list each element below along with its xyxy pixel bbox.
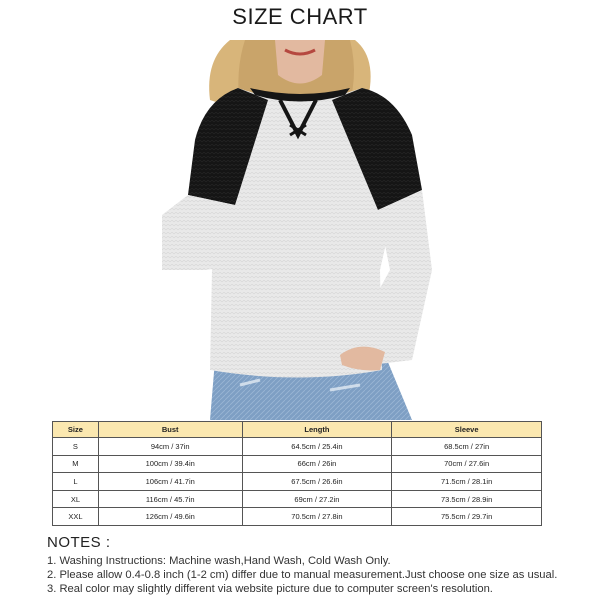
table-row bbox=[53, 438, 542, 456]
table-cell: 100cm / 39.4in bbox=[98, 455, 242, 473]
table-row bbox=[53, 455, 542, 473]
table-cell: 68.5cm / 27in bbox=[392, 438, 542, 456]
table-cell: 64.5cm / 25.4in bbox=[242, 438, 392, 456]
table-cell: 126cm / 49.6in bbox=[98, 508, 242, 526]
size-table bbox=[52, 421, 542, 526]
table-cell: L bbox=[53, 473, 99, 491]
table-cell: 70cm / 27.6in bbox=[392, 455, 542, 473]
page-title: SIZE CHART bbox=[232, 4, 368, 29]
table-cell: 70.5cm / 27.8in bbox=[242, 508, 392, 526]
table-cell: S bbox=[53, 438, 99, 456]
note-item: 1. Washing Instructions: Machine wash,Hand Wash, Cold Wash Only. bbox=[47, 555, 391, 567]
note-item: 3. Real color may slightly different via website picture due to computer screen's resolution. bbox=[47, 583, 493, 595]
table-row bbox=[53, 490, 542, 508]
table-row bbox=[53, 508, 542, 526]
notes-heading: NOTES : bbox=[47, 534, 111, 551]
table-cell: 106cm / 41.7in bbox=[98, 473, 242, 491]
table-cell: 75.5cm / 29.7in bbox=[392, 508, 542, 526]
column-header: Length bbox=[242, 422, 392, 438]
table-cell: XXL bbox=[53, 508, 99, 526]
table-cell: 67.5cm / 26.6in bbox=[242, 473, 392, 491]
column-header: Sleeve bbox=[392, 422, 542, 438]
table-cell: XL bbox=[53, 490, 99, 508]
column-header: Bust bbox=[98, 422, 242, 438]
table-cell: 94cm / 37in bbox=[98, 438, 242, 456]
table-cell: 66cm / 26in bbox=[242, 455, 392, 473]
table-cell: 73.5cm / 28.9in bbox=[392, 490, 542, 508]
size-table-header bbox=[53, 422, 542, 438]
table-cell: M bbox=[53, 455, 99, 473]
column-header: Size bbox=[53, 422, 99, 438]
table-cell: 71.5cm / 28.1in bbox=[392, 473, 542, 491]
table-row bbox=[53, 473, 542, 491]
sweater-model-icon bbox=[150, 40, 450, 420]
table-cell: 116cm / 45.7in bbox=[98, 490, 242, 508]
table-cell: 69cm / 27.2in bbox=[242, 490, 392, 508]
note-item: 2. Please allow 0.4-0.8 inch (1-2 cm) differ due to manual measurement.Just choose one size as usual. bbox=[47, 569, 558, 581]
